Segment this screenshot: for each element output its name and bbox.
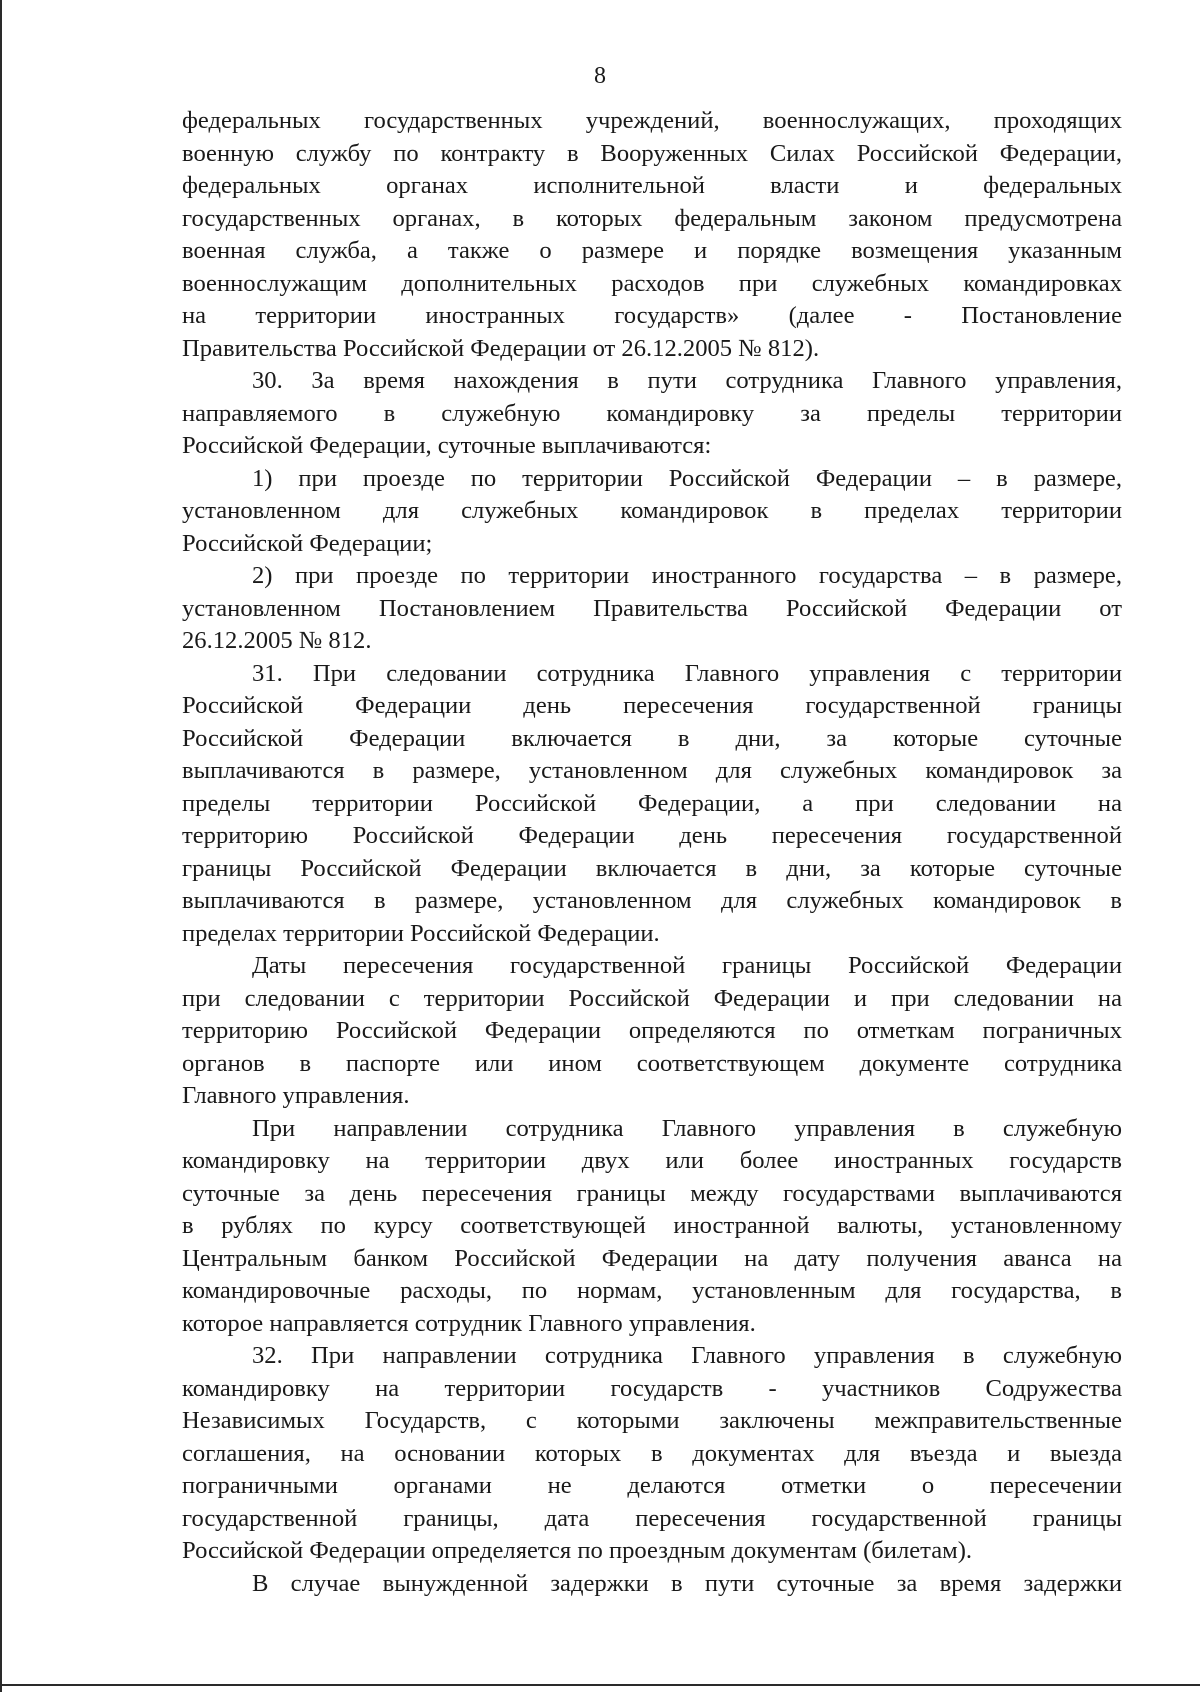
paragraph — [182, 950, 1122, 1113]
paragraph — [182, 1113, 1122, 1341]
paragraph — [182, 658, 1122, 951]
document-body — [182, 105, 1122, 1600]
text-line: Даты пересечения государственной границы Российской Федерации — [252, 952, 1122, 979]
text-line: выплачиваются в размере, установленном для служебных командировок в — [182, 887, 1122, 914]
paragraph — [182, 1568, 1122, 1601]
text-line: 32. При направлении сотрудника Главного управления в служебную — [252, 1342, 1122, 1369]
text-line: государственной границы, дата пересечения государственной границы — [182, 1504, 1122, 1532]
text-line: При направлении сотрудника Главного управления в служебную — [252, 1114, 1122, 1142]
text-line: выплачиваются в размере, установленном для служебных командировок за — [182, 757, 1122, 784]
text-line: Российской Федерации определяется по проездным документам (билетам). — [182, 1537, 973, 1564]
text-line: В случае вынужденной задержки в пути суточные за время задержки — [252, 1569, 1122, 1597]
paragraph — [182, 463, 1122, 561]
text-line: командировку на территории двух или более иностранных государств — [182, 1147, 1122, 1174]
text-line: Российской Федерации день пересечения государственной границы — [182, 692, 1122, 719]
text-line: Главного управления. — [182, 1082, 410, 1109]
paragraph — [182, 105, 1122, 365]
text-line: суточные за день пересечения границы между государствами выплачиваются — [182, 1179, 1122, 1207]
text-line: 1) при проезде по территории Российской Федерации – в размере, — [252, 464, 1122, 492]
text-line: Российской Федерации; — [182, 529, 433, 557]
text-line: границы Российской Федерации включается в дни, за которые суточные — [182, 854, 1122, 882]
text-line: Правительства Российской Федерации от 26.12.2005 № 812). — [182, 334, 820, 362]
paragraph — [182, 560, 1122, 658]
text-line: при следовании с территории Российской Федерации и при следовании на — [182, 984, 1122, 1012]
text-line: установленном Постановлением Правительства Российской Федерации от — [182, 594, 1122, 622]
text-line: на территории иностранных государств» (далее - Постановление — [182, 302, 1122, 329]
page-number: 8 — [594, 63, 606, 89]
paragraph — [182, 365, 1122, 463]
text-line: соглашения, на основании которых в документах для въезда и выезда — [182, 1439, 1122, 1467]
text-line: которое направляется сотрудник Главного управления. — [182, 1309, 756, 1337]
text-line: Российской Федерации, суточные выплачиваются: — [182, 432, 712, 459]
text-line: 31. При следовании сотрудника Главного управления с территории — [252, 659, 1122, 687]
text-line: 26.12.2005 № 812. — [182, 627, 372, 654]
text-line: 2) при проезде по территории иностранного государства – в размере, — [252, 562, 1122, 589]
scan-edge-left — [0, 0, 2, 1692]
text-line: командировку на территории государств - участников Содружества — [182, 1374, 1122, 1402]
text-line: 30. За время нахождения в пути сотрудника Главного управления, — [252, 367, 1122, 394]
text-line: Центральным банком Российской Федерации на дату получения аванса на — [182, 1244, 1122, 1272]
text-line: направляемого в служебную командировку за пределы территории — [182, 399, 1122, 427]
text-line: федеральных органах исполнительной власти и федеральных — [182, 172, 1122, 199]
text-line: военную службу по контракту в Вооруженных Силах Российской Федерации, — [182, 139, 1122, 167]
text-line: в рублях по курсу соответствующей иностранной валюты, установленному — [182, 1212, 1122, 1239]
scan-edge-bottom — [0, 1684, 1200, 1686]
text-line: федеральных государственных учреждений, военнослужащих, проходящих — [182, 107, 1122, 134]
text-line: военнослужащим дополнительных расходов при служебных командировках — [182, 269, 1122, 297]
text-line: государственных органах, в которых федеральным законом предусмотрена — [182, 204, 1122, 232]
text-line: установленном для служебных командировок в пределах территории — [182, 497, 1122, 524]
text-line: командировочные расходы, по нормам, установленным для государства, в — [182, 1277, 1122, 1304]
text-line: территорию Российской Федерации определяются по отметкам пограничных — [182, 1017, 1122, 1044]
text-line: Российской Федерации включается в дни, за которые суточные — [182, 724, 1122, 752]
text-line: пределы территории Российской Федерации, а при следовании на — [182, 789, 1122, 817]
text-line: территорию Российской Федерации день пересечения государственной — [182, 822, 1122, 849]
text-line: органов в паспорте или ином соответствующем документе сотрудника — [182, 1049, 1122, 1077]
text-line: пограничными органами не делаются отметки о пересечении — [182, 1472, 1122, 1499]
text-line: Независимых Государств, с которыми заключены межправительственные — [182, 1407, 1122, 1434]
text-line: пределах территории Российской Федерации. — [182, 919, 660, 947]
paragraph — [182, 1340, 1122, 1568]
text-line: военная служба, а также о размере и порядке возмещения указанным — [182, 237, 1122, 264]
